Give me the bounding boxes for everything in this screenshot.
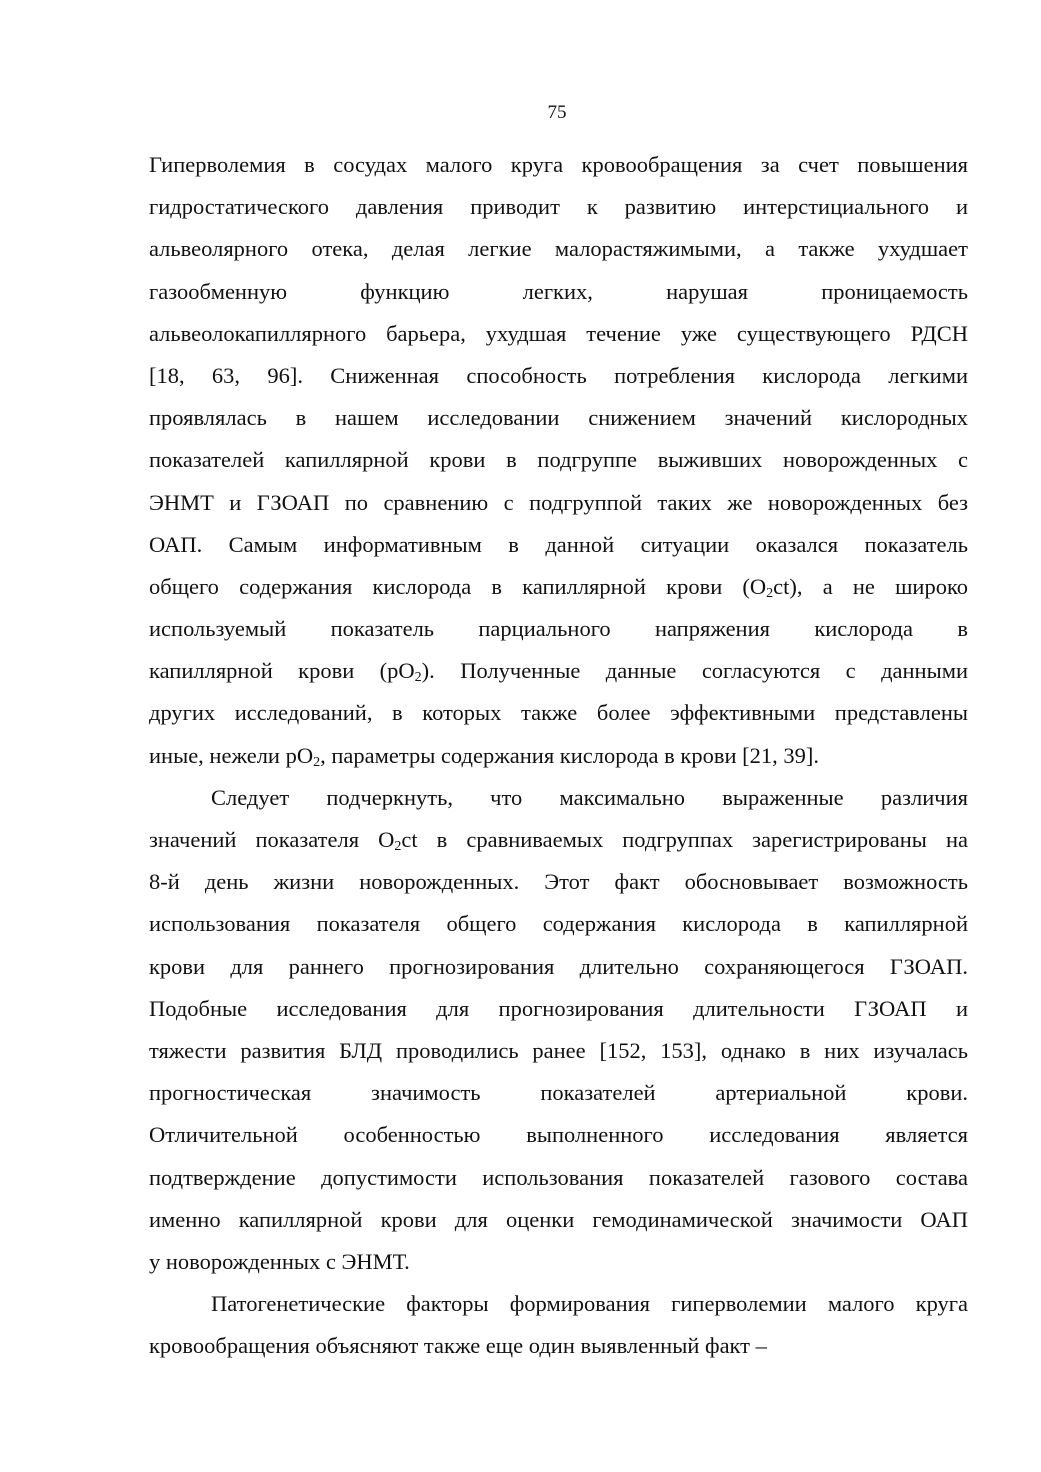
subscript: 2 bbox=[313, 754, 321, 770]
text-segment: других исследований, в которых также более эффективными представлены bbox=[149, 700, 968, 726]
text-segment: , параметры содержания кислорода в крови [21, 39]. bbox=[320, 742, 819, 768]
text-segment: тяжести развития БЛД проводились ранее [152, 153], однако в них изучалась bbox=[149, 1037, 968, 1063]
text-line bbox=[149, 355, 968, 397]
text-segment: ct), а не широко bbox=[773, 573, 968, 599]
text-segment: Гиперволемия в сосудах малого круга кровообращения за счет повышения bbox=[149, 152, 968, 177]
text-segment: используемый показатель парциального напряжения кислорода в bbox=[149, 616, 968, 642]
text-line bbox=[149, 271, 968, 313]
text-line bbox=[149, 1325, 968, 1367]
text-segment: значений показателя O bbox=[149, 827, 395, 852]
text-segment: Подобные исследования для прогнозирования длительности ГЗОАП и bbox=[149, 995, 968, 1021]
text-line bbox=[149, 1072, 968, 1114]
text-segment: иные, нежели pO bbox=[149, 742, 314, 768]
text-line bbox=[149, 903, 968, 945]
text-segment: общего содержания кислорода в капиллярной крови (O bbox=[149, 573, 767, 599]
text-segment: именно капиллярной крови для оценки гемодинамической значимости ОАП bbox=[149, 1206, 968, 1232]
text-segment: Отличительной особенностью выполненного исследования является bbox=[149, 1122, 968, 1148]
subscript: 2 bbox=[414, 670, 422, 686]
text-line bbox=[149, 144, 968, 186]
text-line bbox=[149, 1283, 968, 1325]
text-segment: ct в сравниваемых подгруппах зарегистрированы на bbox=[401, 827, 968, 852]
page-number: 75 bbox=[547, 102, 567, 123]
text-line bbox=[149, 566, 968, 608]
text-segment: кровообращения объясняют также еще один выявленный факт – bbox=[149, 1333, 767, 1359]
text-line bbox=[149, 777, 968, 819]
text-segment: проявлялась в нашем исследовании снижением значений кислородных bbox=[149, 405, 968, 431]
text-segment: прогностическая значимость показателей артериальной крови. bbox=[149, 1080, 968, 1106]
text-line bbox=[149, 650, 968, 692]
text-segment: Следует подчеркнуть, что максимально выраженные различия bbox=[211, 784, 968, 810]
text-line bbox=[149, 692, 968, 734]
text-line bbox=[149, 735, 968, 777]
text-line bbox=[149, 1030, 968, 1072]
text-line bbox=[149, 1114, 968, 1156]
paragraph bbox=[149, 1283, 968, 1367]
text-line bbox=[149, 946, 968, 988]
text-segment: ЭНМТ и ГЗОАП по сравнению с подгруппой таких же новорожденных без bbox=[149, 489, 968, 515]
text-line bbox=[149, 439, 968, 481]
text-line bbox=[149, 988, 968, 1030]
text-line bbox=[149, 186, 968, 228]
text-line bbox=[149, 1157, 968, 1199]
text-segment: Патогенетические факторы формирования гиперволемии малого круга bbox=[211, 1291, 968, 1317]
text-line bbox=[149, 482, 968, 524]
text-line bbox=[149, 397, 968, 439]
text-line bbox=[149, 1241, 968, 1283]
text-segment: крови для раннего прогнозирования длительно сохраняющегося ГЗОАП. bbox=[149, 953, 968, 979]
text-segment: 8-й день жизни новорожденных. Этот факт обосновывает возможность bbox=[149, 869, 968, 895]
text-line bbox=[149, 819, 968, 861]
text-line bbox=[149, 228, 968, 270]
text-segment: альвеолокапиллярного барьера, ухудшая течение уже существующего РДСН bbox=[149, 320, 968, 346]
text-segment: показателей капиллярной крови в подгруппе выживших новорожденных с bbox=[149, 447, 968, 473]
text-segment: альвеолярного отека, делая легкие малорастяжимыми, а также ухудшает bbox=[149, 236, 968, 262]
text-segment: гидростатического давления приводит к развитию интерстициального и bbox=[149, 194, 968, 220]
text-segment: у новорожденных с ЭНМТ. bbox=[149, 1248, 410, 1274]
text-segment: ОАП. Самым информативным в данной ситуации оказался показатель bbox=[149, 531, 968, 557]
paragraph bbox=[149, 144, 968, 777]
text-segment: капиллярной крови (pO bbox=[149, 658, 415, 684]
subscript: 2 bbox=[394, 839, 402, 854]
text-line bbox=[149, 313, 968, 355]
text-line bbox=[149, 524, 968, 566]
text-line bbox=[149, 861, 968, 903]
text-line bbox=[149, 1199, 968, 1241]
text-line bbox=[149, 608, 968, 650]
text-segment: [18, 63, 96]. Сниженная способность потребления кислорода легкими bbox=[149, 362, 968, 388]
text-segment: использования показателя общего содержания кислорода в капиллярной bbox=[149, 911, 968, 937]
text-segment: ). Полученные данные согласуются с данными bbox=[421, 658, 968, 684]
text-segment: подтверждение допустимости использования показателей газового состава bbox=[149, 1164, 968, 1190]
body-text bbox=[149, 144, 968, 1367]
text-segment: газообменную функцию легких, нарушая проницаемость bbox=[149, 278, 968, 304]
subscript: 2 bbox=[766, 585, 774, 601]
paragraph bbox=[149, 777, 968, 1283]
